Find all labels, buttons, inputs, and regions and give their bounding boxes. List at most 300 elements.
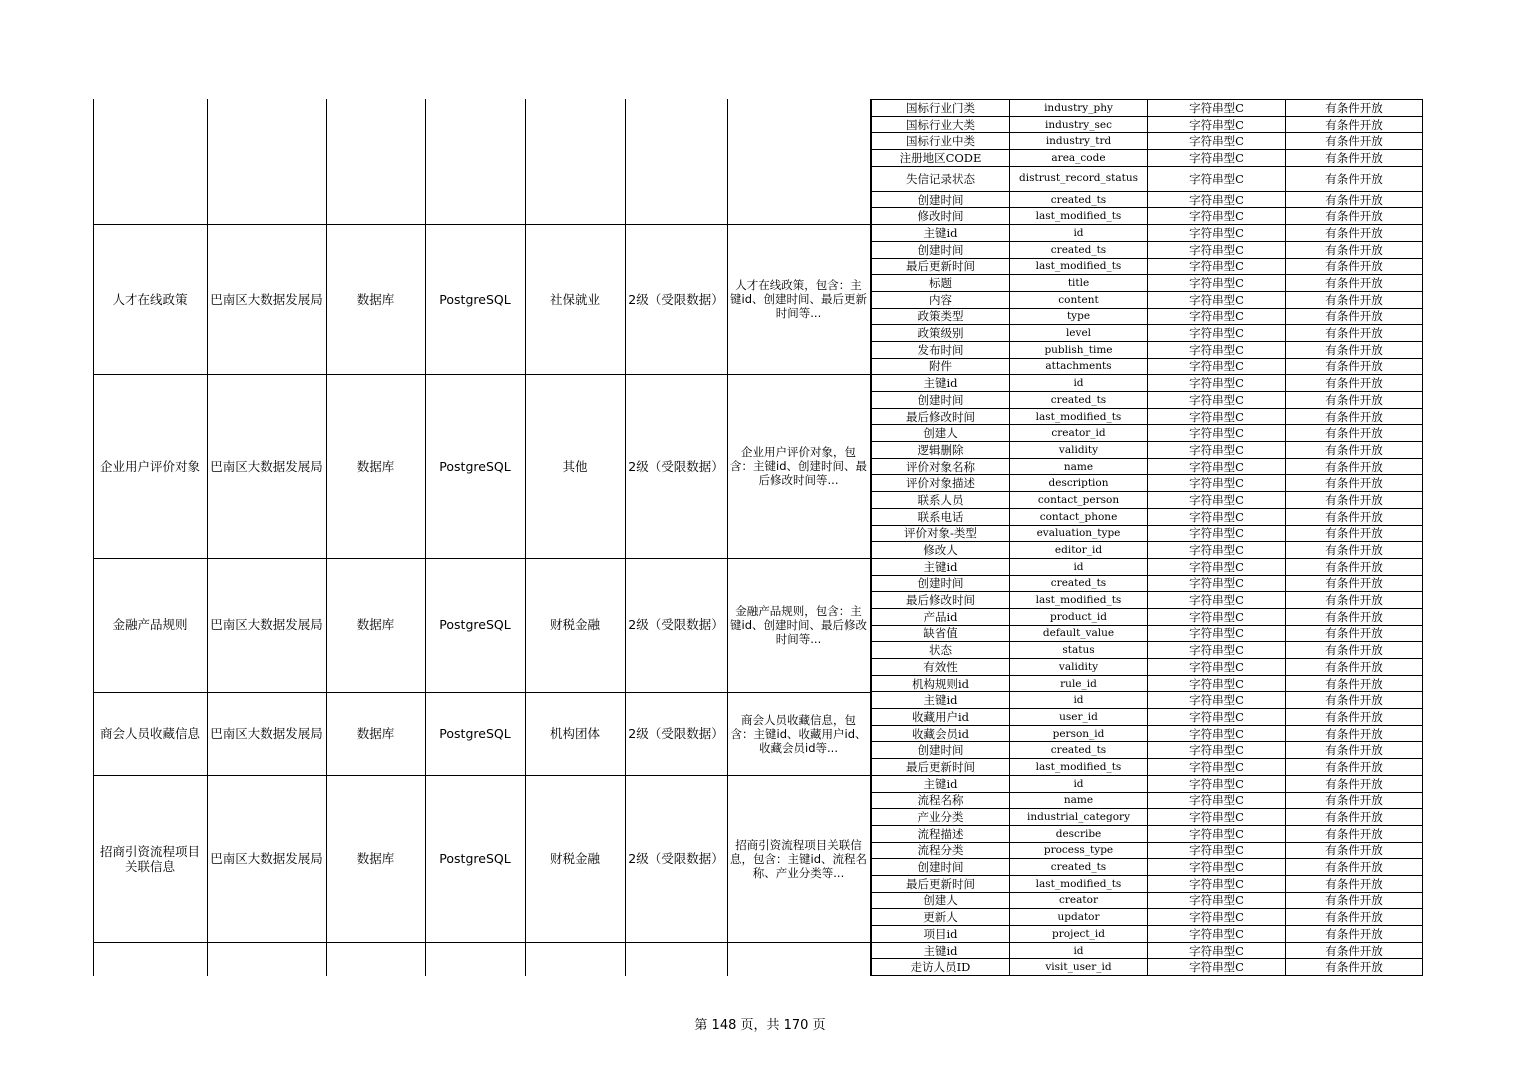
group-separator — [93, 374, 870, 375]
field-datatype: 字符串型C — [1148, 475, 1286, 492]
security-level: 2级（受限数据） — [628, 726, 724, 742]
grid-line — [93, 99, 94, 976]
field-datatype: 字符串型C — [1148, 759, 1286, 776]
field-row — [872, 592, 1423, 609]
field-open-type: 有条件开放 — [1286, 325, 1423, 342]
field-code: describe — [1010, 825, 1148, 842]
field-code: id — [1010, 692, 1148, 709]
field-code: updator — [1010, 909, 1148, 926]
field-cn-name: 评价对象-类型 — [872, 525, 1010, 542]
field-open-type: 有条件开放 — [1286, 592, 1423, 609]
field-code: rule_id — [1010, 675, 1148, 692]
topic-category: 其他 — [562, 458, 588, 474]
field-code: last_modified_ts — [1010, 208, 1148, 225]
field-code: created_ts — [1010, 191, 1148, 208]
field-cn-name: 国标行业门类 — [872, 100, 1010, 117]
field-row — [872, 809, 1423, 826]
field-code: id — [1010, 225, 1148, 242]
dataset-description — [727, 942, 870, 975]
grid-line — [207, 99, 208, 976]
field-row — [872, 892, 1423, 909]
field-code: user_id — [1010, 709, 1148, 726]
field-datatype: 字符串型C — [1148, 875, 1286, 892]
database-type — [425, 942, 525, 975]
field-cn-name: 更新人 — [872, 909, 1010, 926]
field-datatype: 字符串型C — [1148, 742, 1286, 759]
field-open-type: 有条件开放 — [1286, 166, 1423, 191]
field-row — [872, 642, 1423, 659]
field-open-type: 有条件开放 — [1286, 742, 1423, 759]
field-code: contact_phone — [1010, 508, 1148, 525]
provider-dept — [207, 99, 326, 224]
field-cn-name: 内容 — [872, 291, 1010, 308]
field-datatype: 字符串型C — [1148, 375, 1286, 392]
dataset-name: 招商引资流程项目关联信息 — [99, 843, 200, 874]
field-cn-name: 创建人 — [872, 892, 1010, 909]
field-cn-name: 评价对象描述 — [872, 475, 1010, 492]
field-open-type: 有条件开放 — [1286, 358, 1423, 375]
field-row — [872, 258, 1423, 275]
provider-dept: 巴南区大数据发展局 — [210, 291, 323, 307]
field-code: visit_user_id — [1010, 959, 1148, 976]
field-datatype: 字符串型C — [1148, 709, 1286, 726]
field-row — [872, 392, 1423, 409]
field-datatype: 字符串型C — [1148, 592, 1286, 609]
dataset-name: 金融产品规则 — [112, 617, 188, 633]
field-row — [872, 875, 1423, 892]
field-open-type: 有条件开放 — [1286, 959, 1423, 976]
field-cn-name: 修改时间 — [872, 208, 1010, 225]
field-code: industry_trd — [1010, 133, 1148, 150]
field-datatype: 字符串型C — [1148, 116, 1286, 133]
field-row — [872, 225, 1423, 242]
field-row — [872, 692, 1423, 709]
field-code: publish_time — [1010, 341, 1148, 358]
field-open-type: 有条件开放 — [1286, 909, 1423, 926]
field-open-type: 有条件开放 — [1286, 525, 1423, 542]
database-type: PostgreSQL — [439, 458, 511, 474]
field-open-type: 有条件开放 — [1286, 892, 1423, 909]
field-open-type: 有条件开放 — [1286, 100, 1423, 117]
field-cn-name: 流程名称 — [872, 792, 1010, 809]
field-datatype: 字符串型C — [1148, 809, 1286, 826]
field-row — [872, 909, 1423, 926]
field-row — [872, 150, 1423, 167]
field-code: industry_sec — [1010, 116, 1148, 133]
database-type: PostgreSQL — [439, 726, 511, 742]
topic-category — [525, 99, 625, 224]
resource-type — [326, 942, 425, 975]
field-datatype: 字符串型C — [1148, 150, 1286, 167]
field-open-type: 有条件开放 — [1286, 258, 1423, 275]
field-open-type: 有条件开放 — [1286, 208, 1423, 225]
field-cn-name: 注册地区CODE — [872, 150, 1010, 167]
database-type: PostgreSQL — [439, 617, 511, 633]
field-cn-name: 主键id — [872, 375, 1010, 392]
field-datatype: 字符串型C — [1148, 341, 1286, 358]
grid-line — [326, 99, 327, 976]
field-open-type: 有条件开放 — [1286, 725, 1423, 742]
field-cn-name: 创建时间 — [872, 392, 1010, 409]
field-code: description — [1010, 475, 1148, 492]
grid-line — [625, 99, 626, 976]
field-open-type: 有条件开放 — [1286, 475, 1423, 492]
field-open-type: 有条件开放 — [1286, 942, 1423, 959]
field-open-type: 有条件开放 — [1286, 558, 1423, 575]
field-row — [872, 375, 1423, 392]
field-row — [872, 525, 1423, 542]
field-open-type: 有条件开放 — [1286, 575, 1423, 592]
field-code: created_ts — [1010, 575, 1148, 592]
field-row — [872, 100, 1423, 117]
field-datatype: 字符串型C — [1148, 926, 1286, 943]
field-datatype: 字符串型C — [1148, 458, 1286, 475]
field-code: creator_id — [1010, 425, 1148, 442]
security-level — [625, 942, 727, 975]
field-row — [872, 759, 1423, 776]
field-code: created_ts — [1010, 859, 1148, 876]
field-code: validity — [1010, 659, 1148, 676]
resource-type — [326, 99, 425, 224]
dataset-description — [727, 99, 870, 224]
field-cn-name: 最后修改时间 — [872, 592, 1010, 609]
field-row — [872, 775, 1423, 792]
field-row — [872, 575, 1423, 592]
field-code: editor_id — [1010, 542, 1148, 559]
field-code: type — [1010, 308, 1148, 325]
field-datatype: 字符串型C — [1148, 308, 1286, 325]
topic-category: 财税金融 — [549, 617, 600, 633]
resource-type: 数据库 — [356, 291, 395, 307]
field-cn-name: 联系电话 — [872, 508, 1010, 525]
resource-type: 数据库 — [356, 458, 395, 474]
field-code: evaluation_type — [1010, 525, 1148, 542]
field-datatype: 字符串型C — [1148, 133, 1286, 150]
field-cn-name: 创建时间 — [872, 859, 1010, 876]
field-datatype: 字符串型C — [1148, 775, 1286, 792]
security-level: 2级（受限数据） — [628, 291, 724, 307]
field-code: title — [1010, 275, 1148, 292]
dataset-description: 企业用户评价对象，包含：主键id、创建时间、最后修改时间等... — [730, 445, 867, 488]
field-code: product_id — [1010, 608, 1148, 625]
field-open-type: 有条件开放 — [1286, 375, 1423, 392]
field-cn-name: 创建人 — [872, 425, 1010, 442]
field-row — [872, 208, 1423, 225]
field-cn-name: 主键id — [872, 775, 1010, 792]
field-row — [872, 116, 1423, 133]
page-footer: 第 148 页，共 170 页 — [694, 1018, 826, 1033]
field-datatype: 字符串型C — [1148, 442, 1286, 459]
field-code: industrial_category — [1010, 809, 1148, 826]
provider-dept — [207, 942, 326, 975]
field-datatype: 字符串型C — [1148, 842, 1286, 859]
field-open-type: 有条件开放 — [1286, 709, 1423, 726]
dataset-name: 企业用户评价对象 — [99, 458, 200, 474]
field-code: last_modified_ts — [1010, 408, 1148, 425]
field-code: area_code — [1010, 150, 1148, 167]
group-separator — [93, 942, 870, 943]
field-open-type: 有条件开放 — [1286, 458, 1423, 475]
resource-type: 数据库 — [356, 726, 395, 742]
field-datatype: 字符串型C — [1148, 725, 1286, 742]
field-row — [872, 492, 1423, 509]
field-datatype: 字符串型C — [1148, 959, 1286, 976]
field-open-type: 有条件开放 — [1286, 859, 1423, 876]
field-row — [872, 926, 1423, 943]
field-cn-name: 收藏会员id — [872, 725, 1010, 742]
dataset-description: 招商引资流程项目关联信息，包含：主键id、流程名称、产业分类等... — [730, 837, 867, 880]
field-code: default_value — [1010, 625, 1148, 642]
field-datatype: 字符串型C — [1148, 642, 1286, 659]
field-row — [872, 308, 1423, 325]
field-code: created_ts — [1010, 241, 1148, 258]
field-open-type: 有条件开放 — [1286, 341, 1423, 358]
field-open-type: 有条件开放 — [1286, 608, 1423, 625]
field-open-type: 有条件开放 — [1286, 675, 1423, 692]
dataset-name: 商会人员收藏信息 — [99, 726, 200, 742]
field-row — [872, 842, 1423, 859]
field-code: name — [1010, 792, 1148, 809]
field-open-type: 有条件开放 — [1286, 659, 1423, 676]
field-table — [871, 99, 1423, 976]
field-datatype: 字符串型C — [1148, 425, 1286, 442]
field-code: person_id — [1010, 725, 1148, 742]
field-open-type: 有条件开放 — [1286, 275, 1423, 292]
field-row — [872, 859, 1423, 876]
field-datatype: 字符串型C — [1148, 225, 1286, 242]
field-row — [872, 792, 1423, 809]
field-open-type: 有条件开放 — [1286, 492, 1423, 509]
group-separator — [93, 692, 870, 693]
field-datatype: 字符串型C — [1148, 625, 1286, 642]
resource-type: 数据库 — [356, 851, 395, 867]
field-code: level — [1010, 325, 1148, 342]
field-cn-name: 最后更新时间 — [872, 875, 1010, 892]
field-open-type: 有条件开放 — [1286, 508, 1423, 525]
field-row — [872, 275, 1423, 292]
field-row — [872, 675, 1423, 692]
field-cn-name: 失信记录状态 — [872, 166, 1010, 191]
field-row — [872, 425, 1423, 442]
field-row — [872, 325, 1423, 342]
grid-line — [525, 99, 526, 976]
field-open-type: 有条件开放 — [1286, 442, 1423, 459]
field-code: last_modified_ts — [1010, 875, 1148, 892]
field-cn-name: 国标行业中类 — [872, 133, 1010, 150]
field-open-type: 有条件开放 — [1286, 291, 1423, 308]
field-cn-name: 主键id — [872, 942, 1010, 959]
field-row — [872, 742, 1423, 759]
field-row — [872, 608, 1423, 625]
topic-category: 财税金融 — [549, 851, 600, 867]
field-code: project_id — [1010, 926, 1148, 943]
field-cn-name: 项目id — [872, 926, 1010, 943]
field-code: attachments — [1010, 358, 1148, 375]
field-datatype: 字符串型C — [1148, 358, 1286, 375]
field-open-type: 有条件开放 — [1286, 759, 1423, 776]
field-code: id — [1010, 775, 1148, 792]
field-datatype: 字符串型C — [1148, 291, 1286, 308]
field-datatype: 字符串型C — [1148, 408, 1286, 425]
field-cn-name: 最后更新时间 — [872, 258, 1010, 275]
field-datatype: 字符串型C — [1148, 191, 1286, 208]
field-datatype: 字符串型C — [1148, 325, 1286, 342]
field-row — [872, 942, 1423, 959]
field-open-type: 有条件开放 — [1286, 425, 1423, 442]
topic-category — [525, 942, 625, 975]
field-cn-name: 联系人员 — [872, 492, 1010, 509]
field-cn-name: 产业分类 — [872, 809, 1010, 826]
field-open-type: 有条件开放 — [1286, 642, 1423, 659]
field-row — [872, 625, 1423, 642]
field-code: distrust_record_status — [1010, 166, 1148, 191]
field-cn-name: 创建时间 — [872, 742, 1010, 759]
group-separator — [93, 558, 870, 559]
security-level — [625, 99, 727, 224]
field-code: industry_phy — [1010, 100, 1148, 117]
field-cn-name: 缺省值 — [872, 625, 1010, 642]
field-row — [872, 341, 1423, 358]
field-open-type: 有条件开放 — [1286, 775, 1423, 792]
field-cn-name: 有效性 — [872, 659, 1010, 676]
field-row — [872, 408, 1423, 425]
field-row — [872, 291, 1423, 308]
grid-line — [425, 99, 426, 976]
field-row — [872, 475, 1423, 492]
field-datatype: 字符串型C — [1148, 258, 1286, 275]
field-open-type: 有条件开放 — [1286, 926, 1423, 943]
field-row — [872, 709, 1423, 726]
field-code: name — [1010, 458, 1148, 475]
field-code: last_modified_ts — [1010, 592, 1148, 609]
topic-category: 机构团体 — [549, 726, 600, 742]
field-row — [872, 358, 1423, 375]
field-cn-name: 机构规则id — [872, 675, 1010, 692]
field-cn-name: 政策级别 — [872, 325, 1010, 342]
field-open-type: 有条件开放 — [1286, 842, 1423, 859]
dataset-name — [93, 99, 207, 224]
field-datatype: 字符串型C — [1148, 692, 1286, 709]
field-datatype: 字符串型C — [1148, 508, 1286, 525]
field-datatype: 字符串型C — [1148, 492, 1286, 509]
field-open-type: 有条件开放 — [1286, 875, 1423, 892]
database-type: PostgreSQL — [439, 851, 511, 867]
dataset-description: 金融产品规则，包含：主键id、创建时间、最后修改时间等... — [730, 603, 867, 646]
dataset-name: 人才在线政策 — [112, 291, 188, 307]
provider-dept: 巴南区大数据发展局 — [210, 851, 323, 867]
field-row — [872, 508, 1423, 525]
field-cn-name: 附件 — [872, 358, 1010, 375]
field-open-type: 有条件开放 — [1286, 809, 1423, 826]
field-open-type: 有条件开放 — [1286, 392, 1423, 409]
field-cn-name: 逻辑删除 — [872, 442, 1010, 459]
field-row — [872, 442, 1423, 459]
database-type — [425, 99, 525, 224]
field-code: process_type — [1010, 842, 1148, 859]
field-cn-name: 收藏用户id — [872, 709, 1010, 726]
field-open-type: 有条件开放 — [1286, 116, 1423, 133]
field-open-type: 有条件开放 — [1286, 625, 1423, 642]
field-code: validity — [1010, 442, 1148, 459]
field-cn-name: 产品id — [872, 608, 1010, 625]
field-datatype: 字符串型C — [1148, 608, 1286, 625]
field-datatype: 字符串型C — [1148, 166, 1286, 191]
field-datatype: 字符串型C — [1148, 241, 1286, 258]
field-open-type: 有条件开放 — [1286, 241, 1423, 258]
field-code: id — [1010, 375, 1148, 392]
field-datatype: 字符串型C — [1148, 542, 1286, 559]
group-separator — [93, 775, 870, 776]
dataset-description: 人才在线政策，包含：主键id、创建时间、最后更新时间等... — [730, 278, 867, 321]
field-datatype: 字符串型C — [1148, 675, 1286, 692]
field-datatype: 字符串型C — [1148, 558, 1286, 575]
field-datatype: 字符串型C — [1148, 575, 1286, 592]
field-code: id — [1010, 942, 1148, 959]
field-open-type: 有条件开放 — [1286, 150, 1423, 167]
field-cn-name: 标题 — [872, 275, 1010, 292]
dataset-name — [93, 942, 207, 975]
field-cn-name: 走访人员ID — [872, 959, 1010, 976]
field-cn-name: 创建时间 — [872, 575, 1010, 592]
field-cn-name: 最后更新时间 — [872, 759, 1010, 776]
field-cn-name: 最后修改时间 — [872, 408, 1010, 425]
field-row — [872, 191, 1423, 208]
field-cn-name: 状态 — [872, 642, 1010, 659]
field-cn-name: 流程分类 — [872, 842, 1010, 859]
field-code: created_ts — [1010, 392, 1148, 409]
field-cn-name: 主键id — [872, 692, 1010, 709]
dataset-description: 商会人员收藏信息，包含：主键id、收藏用户id、收藏会员id等... — [730, 712, 867, 755]
field-datatype: 字符串型C — [1148, 525, 1286, 542]
grid-line — [727, 99, 728, 976]
field-datatype: 字符串型C — [1148, 100, 1286, 117]
field-cn-name: 流程描述 — [872, 825, 1010, 842]
field-cn-name: 修改人 — [872, 542, 1010, 559]
provider-dept: 巴南区大数据发展局 — [210, 617, 323, 633]
field-datatype: 字符串型C — [1148, 909, 1286, 926]
field-datatype: 字符串型C — [1148, 659, 1286, 676]
field-cn-name: 评价对象名称 — [872, 458, 1010, 475]
field-row — [872, 166, 1423, 191]
field-open-type: 有条件开放 — [1286, 225, 1423, 242]
field-row — [872, 725, 1423, 742]
field-datatype: 字符串型C — [1148, 275, 1286, 292]
field-datatype: 字符串型C — [1148, 208, 1286, 225]
security-level: 2级（受限数据） — [628, 458, 724, 474]
field-code: creator — [1010, 892, 1148, 909]
field-cn-name: 创建时间 — [872, 191, 1010, 208]
field-row — [872, 133, 1423, 150]
field-cn-name: 创建时间 — [872, 241, 1010, 258]
field-cn-name: 国标行业大类 — [872, 116, 1010, 133]
field-code: created_ts — [1010, 742, 1148, 759]
field-code: contact_person — [1010, 492, 1148, 509]
field-datatype: 字符串型C — [1148, 392, 1286, 409]
field-open-type: 有条件开放 — [1286, 542, 1423, 559]
field-open-type: 有条件开放 — [1286, 308, 1423, 325]
topic-category: 社保就业 — [549, 291, 600, 307]
field-open-type: 有条件开放 — [1286, 133, 1423, 150]
field-row — [872, 558, 1423, 575]
field-open-type: 有条件开放 — [1286, 792, 1423, 809]
field-code: last_modified_ts — [1010, 258, 1148, 275]
field-row — [872, 659, 1423, 676]
field-datatype: 字符串型C — [1148, 892, 1286, 909]
field-cn-name: 发布时间 — [872, 341, 1010, 358]
field-datatype: 字符串型C — [1148, 859, 1286, 876]
field-datatype: 字符串型C — [1148, 825, 1286, 842]
field-row — [872, 825, 1423, 842]
